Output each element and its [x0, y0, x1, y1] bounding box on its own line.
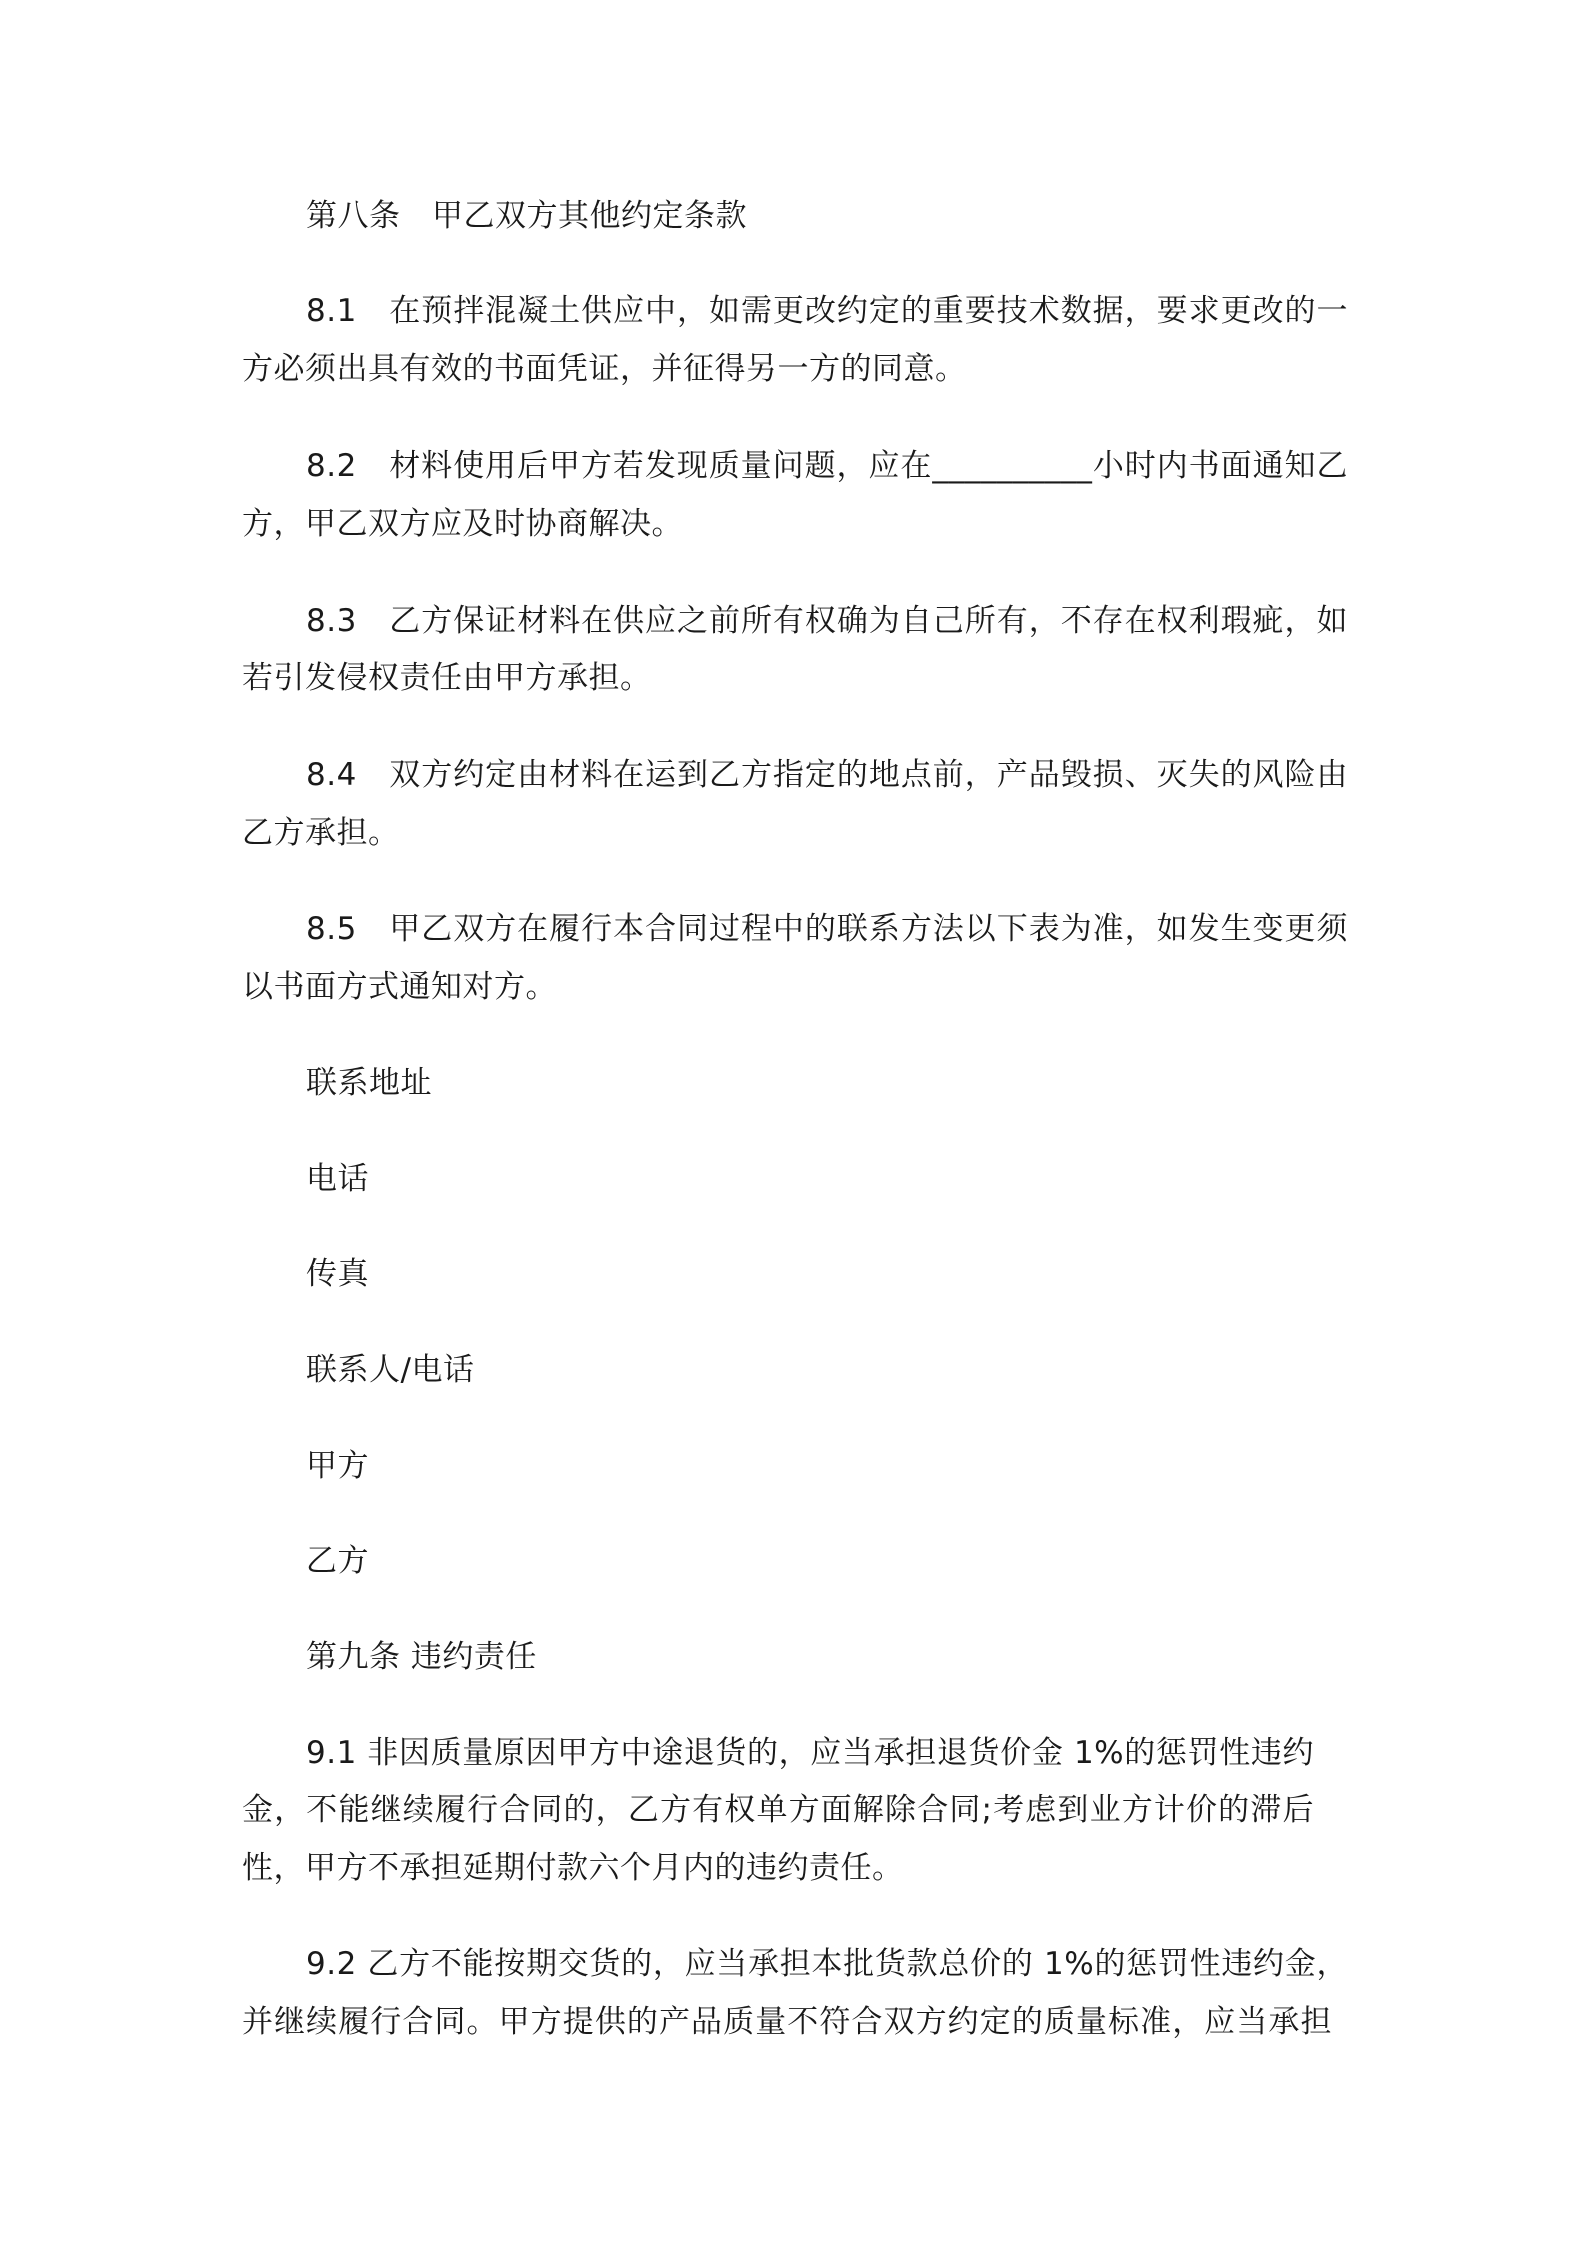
- clause-8-1-line-2: 方必须出具有效的书面凭证，并征得另一方的同意。: [242, 351, 967, 387]
- contact-field-address: 联系地址: [306, 1065, 432, 1101]
- contact-field-fax: 传真: [306, 1256, 369, 1292]
- clause-8-2-line-1: 8.2 材料使用后甲方若发现质量问题，应在__________小时内书面通知乙: [306, 448, 1348, 484]
- clause-9-1-line-2: 金，不能继续履行合同的，乙方有权单方面解除合同;考虑到业方计价的滞后: [242, 1792, 1314, 1828]
- clause-8-5-line-1: 8.5 甲乙双方在履行本合同过程中的联系方法以下表为准，如发生变更须: [306, 911, 1348, 947]
- contact-field-phone: 电话: [306, 1161, 369, 1197]
- clause-8-2-line-2: 方，甲乙双方应及时协商解决。: [242, 506, 683, 542]
- clause-9-1-line-1: 9.1 非因质量原因甲方中途退货的，应当承担退货价金 1%的惩罚性违约: [306, 1735, 1314, 1771]
- clause-8-3-line-1: 8.3 乙方保证材料在供应之前所有权确为自己所有，不存在权利瑕疵，如: [306, 603, 1348, 639]
- party-b-label: 乙方: [306, 1543, 369, 1579]
- party-a-label: 甲方: [306, 1448, 369, 1484]
- clause-9-1-line-3: 性，甲方不承担延期付款六个月内的违约责任。: [242, 1850, 904, 1886]
- clause-8-4-line-1: 8.4 双方约定由材料在运到乙方指定的地点前，产品毁损、灭失的风险由: [306, 757, 1348, 793]
- clause-8-5-line-2: 以书面方式通知对方。: [242, 969, 557, 1005]
- clause-8-3-line-2: 若引发侵权责任由甲方承担。: [242, 660, 652, 696]
- clause-9-2-line-2: 并继续履行合同。甲方提供的产品质量不符合双方约定的质量标准，应当承担: [242, 2004, 1332, 2040]
- clause-8-4-line-2: 乙方承担。: [242, 815, 400, 851]
- section-8-heading: 第八条 甲乙双方其他约定条款: [306, 198, 747, 234]
- section-9-heading: 第九条 违约责任: [306, 1639, 537, 1675]
- clause-8-1-line-1: 8.1 在预拌混凝土供应中，如需更改约定的重要技术数据，要求更改的一: [306, 293, 1348, 329]
- contact-field-person-phone: 联系人/电话: [306, 1352, 475, 1388]
- clause-9-2-line-1: 9.2 乙方不能按期交货的，应当承担本批货款总价的 1%的惩罚性违约金，: [306, 1946, 1348, 1982]
